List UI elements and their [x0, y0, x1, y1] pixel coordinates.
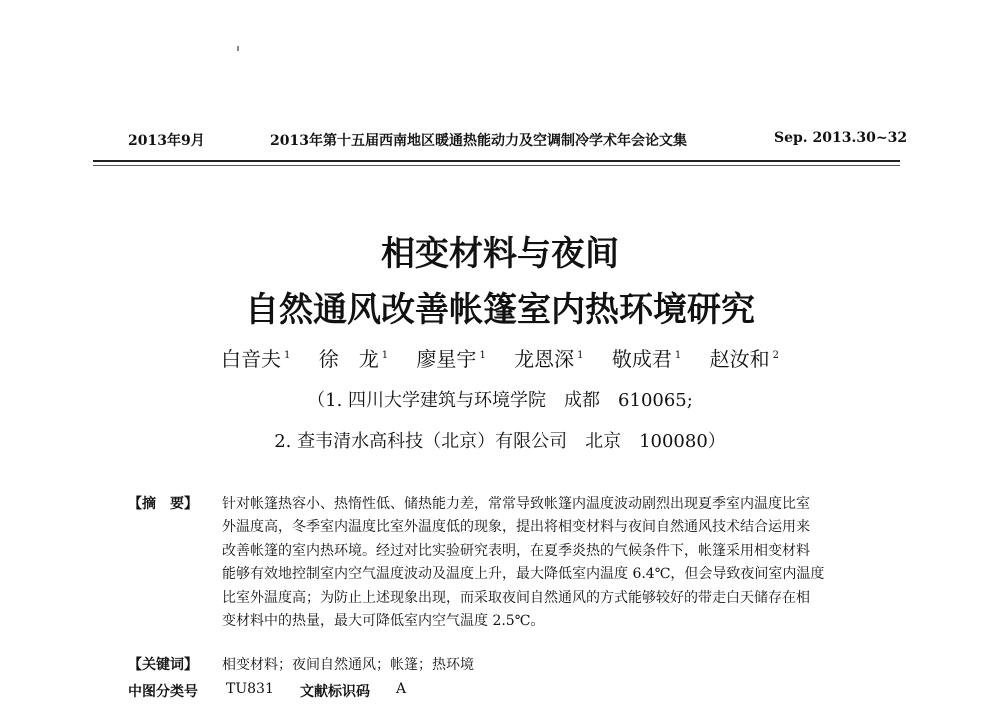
abstract-line: 外温度高，冬季室内温度比室外温度低的现象，提出将相变材料与夜间自然通风技术结合运用来 — [222, 519, 810, 536]
abstract-label: 【摘 要】 — [128, 496, 198, 512]
abstract-body — [222, 493, 884, 633]
scan-artifact — [237, 46, 239, 51]
author-affiliation-mark: 1 — [283, 350, 291, 362]
author-affiliation-mark: 1 — [674, 350, 682, 362]
header-pages: Sep. 2013.30~32 — [774, 130, 908, 146]
author-affiliation-mark: 2 — [772, 350, 780, 362]
affiliation-line2: 2. 查韦清水高科技（北京）有限公司 北京 100080） — [274, 431, 726, 452]
paper-title-line2: 自然通风改善帐篷室内热环境研究 — [245, 290, 755, 330]
abstract-line: 改善帐篷的室内热环境。经过对比实验研究表明，在夏季炎热的气候条件下，帐篷采用相变材料 — [222, 542, 810, 559]
author-name: 龙恩深 — [514, 347, 575, 371]
abstract-line: 针对帐篷热容小、热惰性低、储热能力差，常常导致帐篷内温度波动剧烈出现夏季室内温度比室 — [222, 496, 810, 512]
author — [612, 347, 681, 371]
classification-code: TU831 — [226, 681, 274, 697]
keywords-label: 【关键词】 — [128, 657, 198, 673]
author — [221, 347, 290, 371]
abstract-line: 比室外温度高；为防止上述现象出现，而采取夜间自然通风的方式能够较好的带走白天储存在相 — [222, 589, 810, 606]
author — [416, 347, 485, 371]
author-list — [0, 343, 1000, 372]
author — [319, 347, 388, 371]
header-rule-thick — [93, 160, 900, 162]
abstract-line: 变材料中的热量，最大可降低室内空气温度 2.5℃。 — [222, 613, 545, 630]
author-affiliation-mark: 1 — [577, 350, 584, 362]
document-code-label: 文献标识码 — [300, 684, 370, 700]
affiliation-line1: （1. 四川大学建筑与环境学院 成都 610065; — [307, 390, 693, 411]
author-name: 敬成君 — [611, 347, 672, 371]
author-name: 白音夫 — [220, 347, 281, 371]
header-date: 2013年9月 — [128, 133, 205, 149]
author-name: 徐 龙 — [318, 347, 379, 371]
author-name: 赵汝和 — [709, 347, 770, 371]
keywords-text: 相变材料；夜间自然通风；帐篷；热环境 — [222, 657, 474, 673]
author — [514, 347, 583, 371]
header-proceedings-title: 2013年第十五届西南地区暖通热能动力及空调制冷学术年会论文集 — [270, 133, 687, 149]
document-code: A — [396, 681, 407, 697]
abstract-line: 能够有效地控制室内空气温度波动及温度上升，最大降低室内温度 6.4℃，但会导致夜间室内温度 — [222, 566, 825, 583]
author-name: 廖星宇 — [416, 347, 477, 371]
classification-label: 中图分类号 — [128, 684, 198, 700]
header-rule-thin — [93, 165, 900, 166]
author-affiliation-mark: 1 — [479, 350, 486, 362]
author-affiliation-mark: 1 — [381, 350, 389, 362]
author — [710, 347, 779, 371]
paper-title-line1: 相变材料与夜间 — [381, 234, 619, 274]
